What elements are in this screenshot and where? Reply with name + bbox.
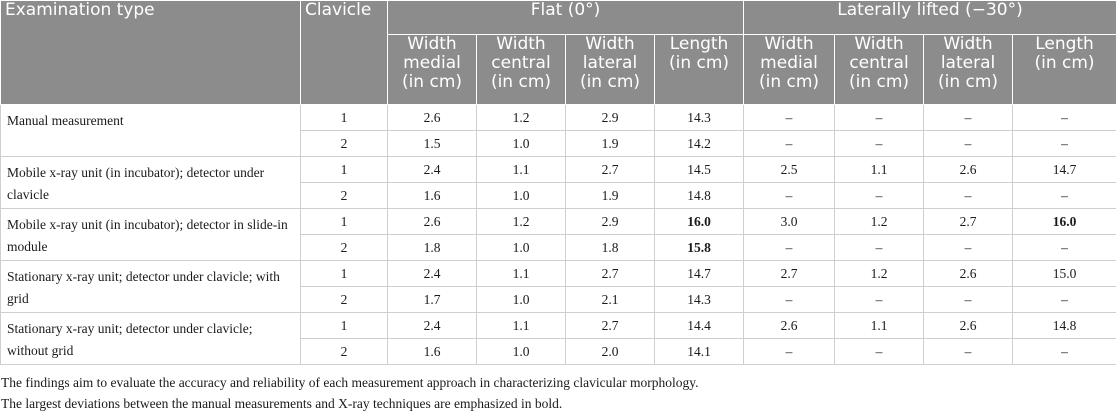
- measurement-cell: –: [924, 287, 1013, 313]
- column-header-line: Width: [407, 34, 457, 54]
- column-header-line: central: [491, 53, 551, 73]
- column-header-line: Width: [854, 34, 904, 54]
- measurement-cell: 1.9: [566, 131, 655, 157]
- measurement-cell: 1.6: [388, 183, 477, 209]
- measurement-cell: 1.0: [477, 235, 566, 261]
- measurement-cell: –: [835, 105, 924, 131]
- measurement-cell: 2.9: [566, 209, 655, 235]
- measurement-cell: 2.5: [744, 157, 835, 183]
- column-header-line: (in cm): [579, 72, 641, 92]
- clavicle-number-cell: 1: [301, 313, 388, 339]
- clavicle-number-cell: 2: [301, 339, 388, 365]
- measurement-cell: –: [835, 287, 924, 313]
- measurement-cell: 1.8: [566, 235, 655, 261]
- measurement-cell: –: [744, 183, 835, 209]
- column-header-line: (in cm): [668, 53, 730, 73]
- measurement-cell: 14.7: [1013, 157, 1116, 183]
- measurement-cell: 1.0: [477, 287, 566, 313]
- table-body: [1, 105, 1116, 365]
- measurement-cell: 2.6: [744, 313, 835, 339]
- measurement-cell: 2.6: [924, 313, 1013, 339]
- footnote: The findings aim to evaluate the accuracy and reliability of each measurement approach in characterizing clavicular morphology.: [1, 375, 699, 390]
- measurement-column-header: [477, 35, 566, 105]
- column-header-line: Width: [943, 34, 993, 54]
- measurement-column-header: [566, 35, 655, 105]
- measurement-cell: –: [1013, 287, 1116, 313]
- measurement-cell: 3.0: [744, 209, 835, 235]
- measurement-cell: 1.6: [388, 339, 477, 365]
- measurement-cell: –: [835, 131, 924, 157]
- measurement-cell: 2.4: [388, 157, 477, 183]
- measurement-cell: 1.7: [388, 287, 477, 313]
- measurement-cell: 2.7: [924, 209, 1013, 235]
- examination-type-cell: Mobile x-ray unit (in incubator); detector under clavicle: [1, 157, 301, 209]
- column-header-line: medial: [760, 53, 818, 73]
- measurement-cell: 2.7: [566, 261, 655, 287]
- measurement-cell: 2.4: [388, 313, 477, 339]
- measurement-cell: 1.5: [388, 131, 477, 157]
- clavicle-number-cell: 2: [301, 287, 388, 313]
- column-header-line: Width: [585, 34, 635, 54]
- measurement-cell: 1.8: [388, 235, 477, 261]
- column-header-line: (in cm): [1034, 53, 1095, 73]
- measurement-cell: 2.7: [566, 157, 655, 183]
- measurement-cell: –: [835, 183, 924, 209]
- measurement-cell: –: [1013, 183, 1116, 209]
- measurement-cell: –: [924, 183, 1013, 209]
- measurement-cell: 1.2: [835, 261, 924, 287]
- measurement-cell: 1.0: [477, 339, 566, 365]
- measurement-cell: 14.5: [655, 157, 744, 183]
- measurement-column-header: [924, 35, 1013, 105]
- clavicle-header: Clavicle: [301, 1, 388, 105]
- clavicle-number-cell: 2: [301, 183, 388, 209]
- measurement-cell: 14.2: [655, 131, 744, 157]
- clavicle-number-cell: 1: [301, 261, 388, 287]
- measurement-cell: 2.6: [388, 105, 477, 131]
- measurement-cell: –: [1013, 131, 1116, 157]
- measurement-cell: –: [744, 105, 835, 131]
- measurement-cell: 1.9: [566, 183, 655, 209]
- clavicle-number-cell: 2: [301, 235, 388, 261]
- measurement-cell: –: [924, 339, 1013, 365]
- examination-type-cell: Stationary x-ray unit; detector under clavicle; without grid: [1, 313, 301, 365]
- measurement-cell: 14.7: [655, 261, 744, 287]
- column-header-line: lateral: [940, 53, 996, 73]
- measurement-cell: 1.1: [477, 313, 566, 339]
- examination-type-cell: Mobile x-ray unit (in incubator); detector in slide-in module: [1, 209, 301, 261]
- measurement-cell: –: [744, 339, 835, 365]
- measurement-cell: 16.0: [1013, 209, 1116, 235]
- measurement-column-header: [655, 35, 744, 105]
- clavicle-number-cell: 2: [301, 131, 388, 157]
- column-header-line: Length: [669, 34, 729, 54]
- measurement-cell: 1.1: [835, 157, 924, 183]
- table-footnotes: [0, 374, 1116, 412]
- measurement-cell: 2.7: [566, 313, 655, 339]
- measurement-cell: 14.8: [655, 183, 744, 209]
- examination-type-cell: Stationary x-ray unit; detector under clavicle; with grid: [1, 261, 301, 313]
- measurement-cell: –: [835, 339, 924, 365]
- footnote: The largest deviations between the manual measurements and X-ray techniques are emphasized in bold.: [1, 396, 563, 411]
- measurement-cell: 2.6: [924, 157, 1013, 183]
- table-row: [1, 261, 1116, 287]
- measurement-column-header: [835, 35, 924, 105]
- measurement-cell: 15.8: [655, 235, 744, 261]
- measurement-cell: –: [744, 235, 835, 261]
- measurement-cell: 14.8: [1013, 313, 1116, 339]
- measurement-cell: 1.0: [477, 131, 566, 157]
- measurement-cell: 1.1: [477, 157, 566, 183]
- table-row: [1, 105, 1116, 131]
- measurement-cell: –: [744, 131, 835, 157]
- measurement-cell: 2.9: [566, 105, 655, 131]
- measurement-cell: 15.0: [1013, 261, 1116, 287]
- measurement-cell: 1.1: [477, 261, 566, 287]
- measurement-cell: 1.2: [477, 105, 566, 131]
- column-header-line: (in cm): [937, 72, 999, 92]
- measurement-column-header: [388, 35, 477, 105]
- measurement-cell: 1.1: [835, 313, 924, 339]
- measurement-column-header: [1013, 35, 1116, 105]
- column-header-line: (in cm): [848, 72, 910, 92]
- examination-type-header: Examination type: [1, 1, 301, 105]
- table-row: [1, 313, 1116, 339]
- measurement-column-header: [744, 35, 835, 105]
- clavicle-number-cell: 1: [301, 105, 388, 131]
- table-row: [1, 209, 1116, 235]
- measurement-cell: 2.1: [566, 287, 655, 313]
- column-header-line: Length: [1035, 34, 1094, 54]
- column-header-line: Width: [764, 34, 814, 54]
- laterally-lifted-group-header: Laterally lifted (−30°): [744, 1, 1116, 35]
- clavicle-number-cell: 1: [301, 209, 388, 235]
- measurement-cell: –: [835, 235, 924, 261]
- measurement-cell: 2.0: [566, 339, 655, 365]
- measurement-cell: 14.3: [655, 105, 744, 131]
- column-header-line: (in cm): [401, 72, 463, 92]
- measurement-cell: –: [924, 131, 1013, 157]
- measurement-cell: 14.3: [655, 287, 744, 313]
- measurement-cell: 14.1: [655, 339, 744, 365]
- table-row: [1, 157, 1116, 183]
- column-header-line: (in cm): [758, 72, 820, 92]
- column-header-line: central: [849, 53, 909, 73]
- measurement-cell: –: [924, 235, 1013, 261]
- measurement-cell: 2.6: [924, 261, 1013, 287]
- column-header-line: medial: [403, 53, 461, 73]
- measurement-cell: –: [1013, 105, 1116, 131]
- measurement-cell: 1.0: [477, 183, 566, 209]
- measurement-cell: 14.4: [655, 313, 744, 339]
- column-header-line: (in cm): [490, 72, 552, 92]
- table-header: [1, 1, 1116, 105]
- measurement-cell: –: [924, 105, 1013, 131]
- measurement-cell: 2.4: [388, 261, 477, 287]
- measurement-cell: 1.2: [835, 209, 924, 235]
- clavicle-number-cell: 1: [301, 157, 388, 183]
- measurement-cell: 2.7: [744, 261, 835, 287]
- measurement-cell: 16.0: [655, 209, 744, 235]
- column-header-line: Width: [496, 34, 546, 54]
- examination-type-cell: Manual measurement: [1, 105, 301, 157]
- measurement-cell: 1.2: [477, 209, 566, 235]
- flat-group-header: Flat (0°): [388, 1, 744, 35]
- measurement-cell: 2.6: [388, 209, 477, 235]
- measurement-cell: –: [1013, 235, 1116, 261]
- measurement-cell: –: [744, 287, 835, 313]
- measurement-cell: –: [1013, 339, 1116, 365]
- column-header-line: lateral: [582, 53, 638, 73]
